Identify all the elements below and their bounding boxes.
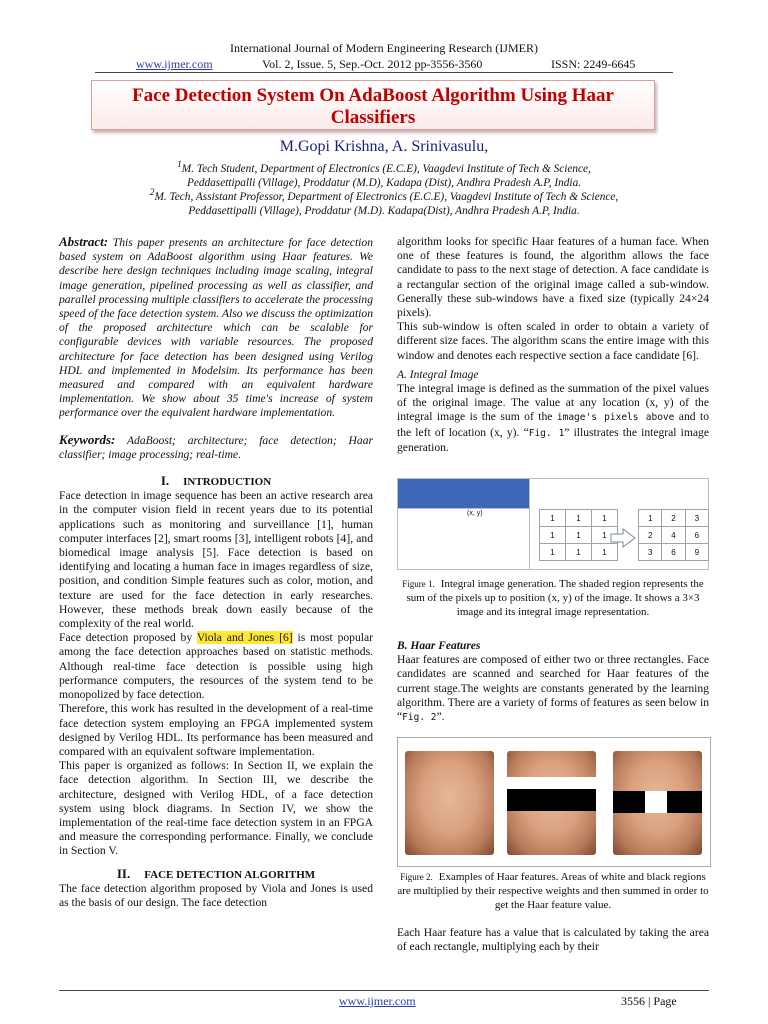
affiliation-1-sup: 1 [177,160,182,170]
face-image-3 [613,751,702,855]
right-column-top [397,235,709,455]
journal-name: International Journal of Modern Engineering Research (IJMER) [230,41,538,55]
section-2-heading [59,867,373,882]
affiliation-1 [0,158,768,190]
section-1-heading [59,474,373,489]
pA-text-3: ” illustrates the integral image generation. [397,425,709,454]
integral-grid [638,509,709,561]
section-1-title: INTRODUCTION [183,476,272,489]
pA-text-1: The integral image is defined as the summation of the pixel values of the original image. The value at any location (x, y) of the integral image is the sum of the [397,382,709,424]
section-2-paragraph: The face detection algorithm proposed by Viola and Jones is used as the basis of our design. The face detection [59,881,373,909]
keywords [59,433,373,462]
figure-1-tag: Figure 1. [402,579,435,589]
pB-text-1: Haar features are composed of either two or three rectangles. Face candidates are scanned and searched for Haar features of the current stage.The weights are constants generated by the learning algorithm. There are a variety of forms of features as seen below in “ [397,653,709,724]
issue-info: Vol. 2, Issue. 5, Sep.-Oct. 2012 pp-3556-3560 [262,57,483,71]
affiliation-2-sup: 2 [149,188,155,198]
haar-white-band [507,777,596,789]
page-number: 3556 | Page [621,994,677,1008]
section-2-number: II. [116,865,131,881]
section-1-number: I. [160,473,170,489]
figure-1-divider-h [397,508,529,509]
face-image-2 [507,751,596,855]
image-cell: 1 [540,544,566,561]
figure-2-tag: Figure 2. [400,872,433,882]
integral-cell: 6 [662,544,685,561]
intro-p2-pre: Face detection proposed by [59,631,197,645]
integral-cell: 6 [685,527,708,544]
figure-1 [397,478,709,570]
intro-paragraph-2 [59,631,373,702]
image-cell: 1 [540,527,566,544]
keywords-label: Keywords: [59,431,116,447]
right-paragraph-1: algorithm looks for specific Haar features of a human face. When one of these features is found, the algorithm allows the face candidate to pass to the next stage of detection. A face candidate is a rectangular section of the original image called a sub-window. Generally these sub-windows have a fixed size (typically 24×24 pixels). [397,235,709,320]
figure-2 [397,737,711,867]
face-image-1 [405,751,494,855]
figure-1-divider-v [529,478,530,570]
shaded-region [398,479,529,508]
figure-1-caption-text: Integral image generation. The shaded region represents the sum of the pixels up to position (x, y) of the image. It shows a 3×3 image and its integral image representation. [406,578,704,618]
authors: M.Gopi Krishna, A. Srinivasulu, [279,138,489,155]
arrow-right-icon [610,528,636,548]
haar-value-paragraph: Each Haar feature has a value that is calculated by taking the area of each rectangle, multiplying each by their [397,926,709,954]
image-cell: 1 [592,527,618,544]
intro-paragraph-3: Therefore, this work has resulted in the development of a real-time face detection system employing an FPGA implemented system designed by Verilog HDL. Its performance has been measured and compared with an equivalent software implementation. [59,702,373,758]
right-paragraph-2: This sub-window is often scaled in order to obtain a variety of different size faces. The algorithm scans the entire image with this window and denotes each respective section a face candidate [6]. [397,320,709,362]
intro-paragraph-1: Face detection in image sequence has been an active research area in the computer vision field in recent years due to its potential applications such as monitoring and surveillance [1], human computer interfaces [2], smart rooms [3], intelligent robots [4], and biomedical image analysis [5]. Face detection is based on identifying and locating a human face in images regardless of size, position, and condition Simple features such as color, motion, and texture are used for the face detection in early researches. However, these methods break down easily because of the complexity of the real world. [59,489,373,631]
haar-black-left [613,791,645,813]
affiliation-2-line2: Peddasettipalli (Village), Proddatur (M.D). Kadapa(Dist), Andhra Pradesh A.P, India. [188,204,580,217]
viola-jones-highlight: Viola and Jones [6] [196,631,293,645]
affiliation-1-line1: M. Tech Student, Department of Electronics (E.C.E), Vaagdevi Institute of Tech & Science, [181,162,591,175]
pB-text-2: ”. [436,710,445,724]
pB-mono: Fig. 2 [402,712,437,724]
haar-features-paragraph [397,653,709,725]
integral-cell: 3 [639,544,662,561]
integral-cell: 2 [662,510,685,527]
paper-title [91,80,655,130]
issn: ISSN: 2249-6645 [551,57,636,71]
left-column [59,235,373,910]
subsection-a-heading: A. Integral Image [397,368,479,381]
figure-1-caption [397,577,709,619]
image-grid [539,509,618,561]
haar-white-center [645,791,667,813]
header-rule [95,72,673,73]
footer-rule [59,990,709,991]
haar-black-band [507,789,596,811]
integral-cell: 1 [639,510,662,527]
integral-image-paragraph [397,382,709,455]
integral-cell: 2 [639,527,662,544]
image-cell: 1 [592,510,618,527]
title-line-2: Classifiers [330,107,416,128]
affiliation-2-line1: M. Tech, Assistant Professor, Department of Electronics (E.C.E), Vaagdevi Institute of Tech & Science, [154,190,619,203]
affiliation-2 [0,186,768,218]
image-cell: 1 [592,544,618,561]
right-column-bottom [397,926,709,954]
abstract [59,235,373,421]
keywords-text: AdaBoost; architecture; face detection; Haar classifier; image processing; real-time. [59,433,373,461]
figure-2-caption [397,870,709,912]
section-2-title: FACE DETECTION ALGORITHM [144,868,316,881]
title-line-1: Face Detection System On AdaBoost Algorithm Using Haar [132,85,614,106]
integral-cell: 4 [662,527,685,544]
xy-label: (x, y) [467,510,483,517]
integral-cell: 3 [685,510,708,527]
abstract-label: Abstract: [59,234,109,249]
pA-text-2: and to the left of location (x, y). “ [397,410,709,439]
intro-p2-post: is most popular among the face detection approaches based on statistic methods. Although real-time face detection is possible using high performance computers, the resources of the system tend to be monopolized by face detection. [59,631,373,702]
image-cell: 1 [540,510,566,527]
abstract-text: This paper presents an architecture for face detection based system on AdaBoost algorithm using Haar features. We describe here design techniques including image scaling, integral image generation, pipelined processing as well as classifier, and parallel processing multiple classifiers to accelerate the processing speed of the face detection system. Also we discuss the optimization of the proposed architecture which can be scalable for configurable devices with variable resources. The proposed architecture for face detection has been designed using Verilog HDL and implemented in Modelsim. Its performance has been measured and compared with an equivalent hardware implementation. We show about 35 time's increase of system performance over the equivalent hardware implementation. [59,236,373,420]
figure-2-caption-text: Examples of Haar features. Areas of white and black regions are multiplied by their respective weights and then summed in order to get the Haar feature value. [397,871,709,911]
image-cell: 1 [566,527,592,544]
header-website-link[interactable]: www.ijmer.com [136,57,213,71]
intro-paragraph-4: This paper is organized as follows: In Section II, we explain the face detection algorithm. In Section III, we describe the architecture, designed with Verilog HDL, of a face detection system using block diagrams. In Section IV, we show the implementation of the real-time face detection system in an FPGA and measure the corresponding performance. Finally, we conclude in Section V. [59,759,373,858]
footer-website-link[interactable]: www.ijmer.com [339,994,416,1008]
subsection-b-heading: B. Haar Features [397,640,481,652]
right-column-mid [397,639,709,725]
image-cell: 1 [566,544,592,561]
integral-cell: 9 [685,544,708,561]
pA-mono-1: image's pixels above [556,412,675,424]
image-cell: 1 [566,510,592,527]
affiliation-1-line2: Peddasettipalli (Village), Proddatur (M.D), Kadapa (Dist), Andhra Pradesh A.P, India. [186,176,582,189]
haar-black-right [667,791,702,813]
pA-mono-2: Fig. 1 [528,427,565,439]
